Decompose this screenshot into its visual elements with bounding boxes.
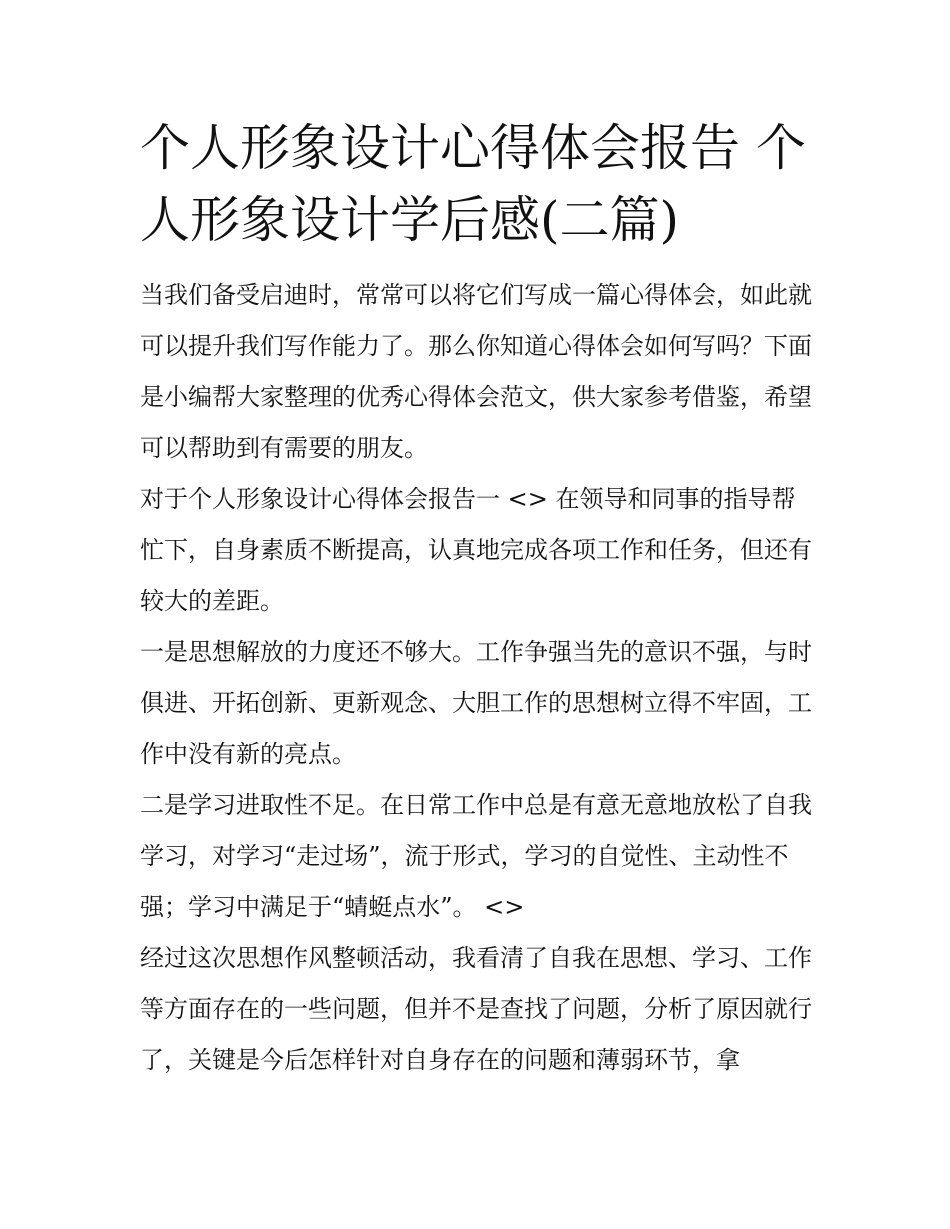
paragraph-point-one: 一是思想解放的力度还不够大。工作争强当先的意识不强，与时俱进、开拓创新、更新观念、大胆工作的思想树立得不牢固，工作中没有新的亮点。 <box>140 638 812 768</box>
paragraph-report-one: 对于个人形象设计心得体会报告一 <> 在领导和同事的指导帮忙下，自身素质不断提高，认真地完成各项工作和任务，但还有较大的差距。 <box>140 485 812 615</box>
paragraph-point-two: 二是学习进取性不足。在日常工作中总是有意无意地放松了自我学习，对学习“走过场”，流于形式，学习的自觉性、主动性不强；学习中满足于“蜻蜓点水”。 <> <box>140 791 812 921</box>
document-page <box>140 112 812 1086</box>
paragraph-reflection: 经过这次思想作风整顿活动，我看清了自我在思想、学习、工作等方面存在的一些问题，但并不是查找了问题，分析了原因就行了，关键是今后怎样针对自身存在的问题和薄弱环节，拿 <box>140 944 812 1074</box>
paragraph-intro: 当我们备受启迪时，常常可以将它们写成一篇心得体会，如此就可以提升我们写作能力了。那么你知道心得体会如何写吗？下面是小编帮大家整理的优秀心得体会范文，供大家参考借鉴，希望可以帮助到有需要的朋友。 <box>140 281 812 462</box>
document-title: 个人形象设计心得体会报告 个人形象设计学后感(二篇) <box>140 119 806 249</box>
